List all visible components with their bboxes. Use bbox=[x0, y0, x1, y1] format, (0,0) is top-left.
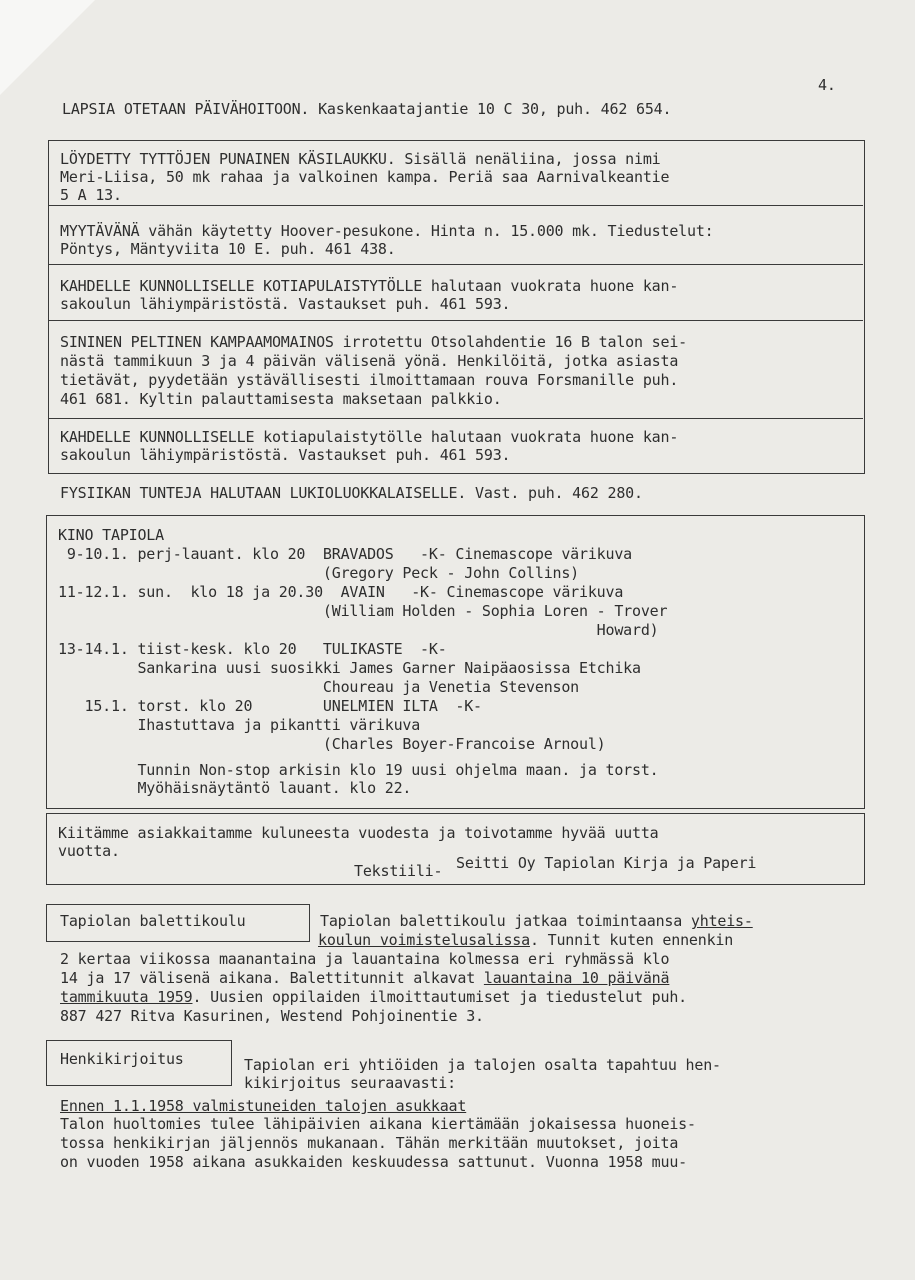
baletti-line: koulun voimistelusalissa. Tunnit kuten ennenkin bbox=[318, 931, 734, 949]
notice-kahdelle1-line: KAHDELLE KUNNOLLISELLE KOTIAPULAISTYTÖLLE halutaan vuokrata huone kan- bbox=[60, 277, 679, 295]
henki-line: kikirjoitus seuraavasti: bbox=[244, 1074, 456, 1092]
notice-sininen-line: nästä tammikuun 3 ja 4 päivän välisenä yönä. Henkilöitä, jotka asiasta bbox=[60, 352, 679, 370]
divider bbox=[48, 418, 863, 419]
page-number: 4. bbox=[818, 76, 836, 94]
notice-loydetty-line: Meri-Liisa, 50 mk rahaa ja valkoinen kampa. Periä saa Aarnivalkeantie bbox=[60, 168, 670, 186]
kino-line: Howard) bbox=[58, 621, 659, 639]
kino-line: Tunnin Non-stop arkisin klo 19 uusi ohjelma maan. ja torst. bbox=[58, 761, 659, 779]
divider bbox=[48, 264, 863, 265]
baletti-line: Tapiolan balettikoulu jatkaa toimintaansa yhteis- bbox=[320, 912, 753, 930]
notice-loydetty-line: LÖYDETTY TYTTÖJEN PUNAINEN KÄSILAUKKU. Sisällä nenäliina, jossa nimi bbox=[60, 150, 661, 168]
kiitamme-signature-prefix: Tekstiili- bbox=[354, 862, 443, 880]
divider bbox=[48, 205, 863, 206]
notice-kahdelle2-line: KAHDELLE KUNNOLLISELLE kotiapulaistytölle halutaan vuokrata huone kan- bbox=[60, 428, 679, 446]
notice-sininen-line: 461 681. Kyltin palauttamisesta maksetaan palkkio. bbox=[60, 390, 502, 408]
kiitamme-line: Kiitämme asiakkaitamme kuluneesta vuodesta ja toivotamme hyvää uutta bbox=[58, 824, 659, 842]
henki-label: Henkikirjoitus bbox=[60, 1050, 184, 1068]
notice-myytavana-line: Pöntys, Mäntyviita 10 E. puh. 461 438. bbox=[60, 240, 396, 258]
kino-line: Choureau ja Venetia Stevenson bbox=[58, 678, 580, 696]
kino-line: 15.1. torst. klo 20 UNELMIEN ILTA -K- bbox=[58, 697, 482, 715]
kino-line: (Gregory Peck - John Collins) bbox=[58, 564, 580, 582]
henki-line: tossa henkikirjan jäljennös mukanaan. Tähän merkitään muutokset, joita bbox=[60, 1134, 679, 1152]
henki-heading: Ennen 1.1.1958 valmistuneiden talojen asukkaat bbox=[60, 1097, 467, 1115]
kino-line: (Charles Boyer-Francoise Arnoul) bbox=[58, 735, 606, 753]
notice-loydetty-line: 5 A 13. bbox=[60, 186, 122, 204]
kino-line: 11-12.1. sun. klo 18 ja 20.30 AVAIN -K- Cinemascope värikuva bbox=[58, 583, 624, 601]
notice-sininen-line: SININEN PELTINEN KAMPAAMOMAINOS irrotettu Otsolahdentie 16 B talon sei- bbox=[60, 333, 687, 351]
kino-line: 13-14.1. tiist-kesk. klo 20 TULIKASTE -K- bbox=[58, 640, 447, 658]
baletti-line: 887 427 Ritva Kasurinen, Westend Pohjoinentie 3. bbox=[60, 1007, 484, 1025]
folded-corner bbox=[0, 0, 95, 95]
henki-line: Tapiolan eri yhtiöiden ja talojen osalta tapahtuu hen- bbox=[244, 1056, 721, 1074]
henki-line: on vuoden 1958 aikana asukkaiden keskuudessa sattunut. Vuonna 1958 muu- bbox=[60, 1153, 687, 1171]
notice-myytavana-line: MYYTÄVÄNÄ vähän käytetty Hoover-pesukone. Hinta n. 15.000 mk. Tiedustelut: bbox=[60, 222, 714, 240]
kino-line: Ihastuttava ja pikantti värikuva bbox=[58, 716, 421, 734]
henki-line: Talon huoltomies tulee lähipäivien aikana kiertämään jokaisessa huoneis- bbox=[60, 1115, 696, 1133]
baletti-line: 2 kertaa viikossa maanantaina ja lauantaina kolmessa eri ryhmässä klo bbox=[60, 950, 670, 968]
notice-kahdelle1-line: sakoulun lähiympäristöstä. Vastaukset puh. 461 593. bbox=[60, 295, 511, 313]
kino-line: (William Holden - Sophia Loren - Trover bbox=[58, 602, 668, 620]
notice-kahdelle2-line: sakoulun lähiympäristöstä. Vastaukset puh. 461 593. bbox=[60, 446, 511, 464]
kino-line: Myöhäisnäytäntö lauant. klo 22. bbox=[58, 779, 412, 797]
kino-line: Sankarina uusi suosikki James Garner Naipäaosissa Etchika bbox=[58, 659, 641, 677]
divider bbox=[48, 320, 863, 321]
kiitamme-line: vuotta. bbox=[58, 842, 120, 860]
kiitamme-signature: Seitti Oy Tapiolan Kirja ja Paperi bbox=[456, 854, 757, 872]
notice-fysiikan: FYSIIKAN TUNTEJA HALUTAAN LUKIOLUOKKALAISELLE. Vast. puh. 462 280. bbox=[60, 484, 643, 502]
baletti-label: Tapiolan balettikoulu bbox=[60, 912, 246, 930]
kino-line: 9-10.1. perj-lauant. klo 20 BRAVADOS -K- Cinemascope värikuva bbox=[58, 545, 632, 563]
notice-sininen-line: tietävät, pyydetään ystävällisesti ilmoittamaan rouva Forsmanille puh. bbox=[60, 371, 679, 389]
notice-lapsia: LAPSIA OTETAAN PÄIVÄHOITOON. Kaskenkaatajantie 10 C 30, puh. 462 654. bbox=[62, 100, 672, 118]
kino-title: KINO TAPIOLA bbox=[58, 526, 164, 544]
baletti-line: 14 ja 17 välisenä aikana. Balettitunnit alkavat lauantaina 10 päivänä bbox=[60, 969, 670, 987]
baletti-line: tammikuuta 1959. Uusien oppilaiden ilmoittautumiset ja tiedustelut puh. bbox=[60, 988, 687, 1006]
